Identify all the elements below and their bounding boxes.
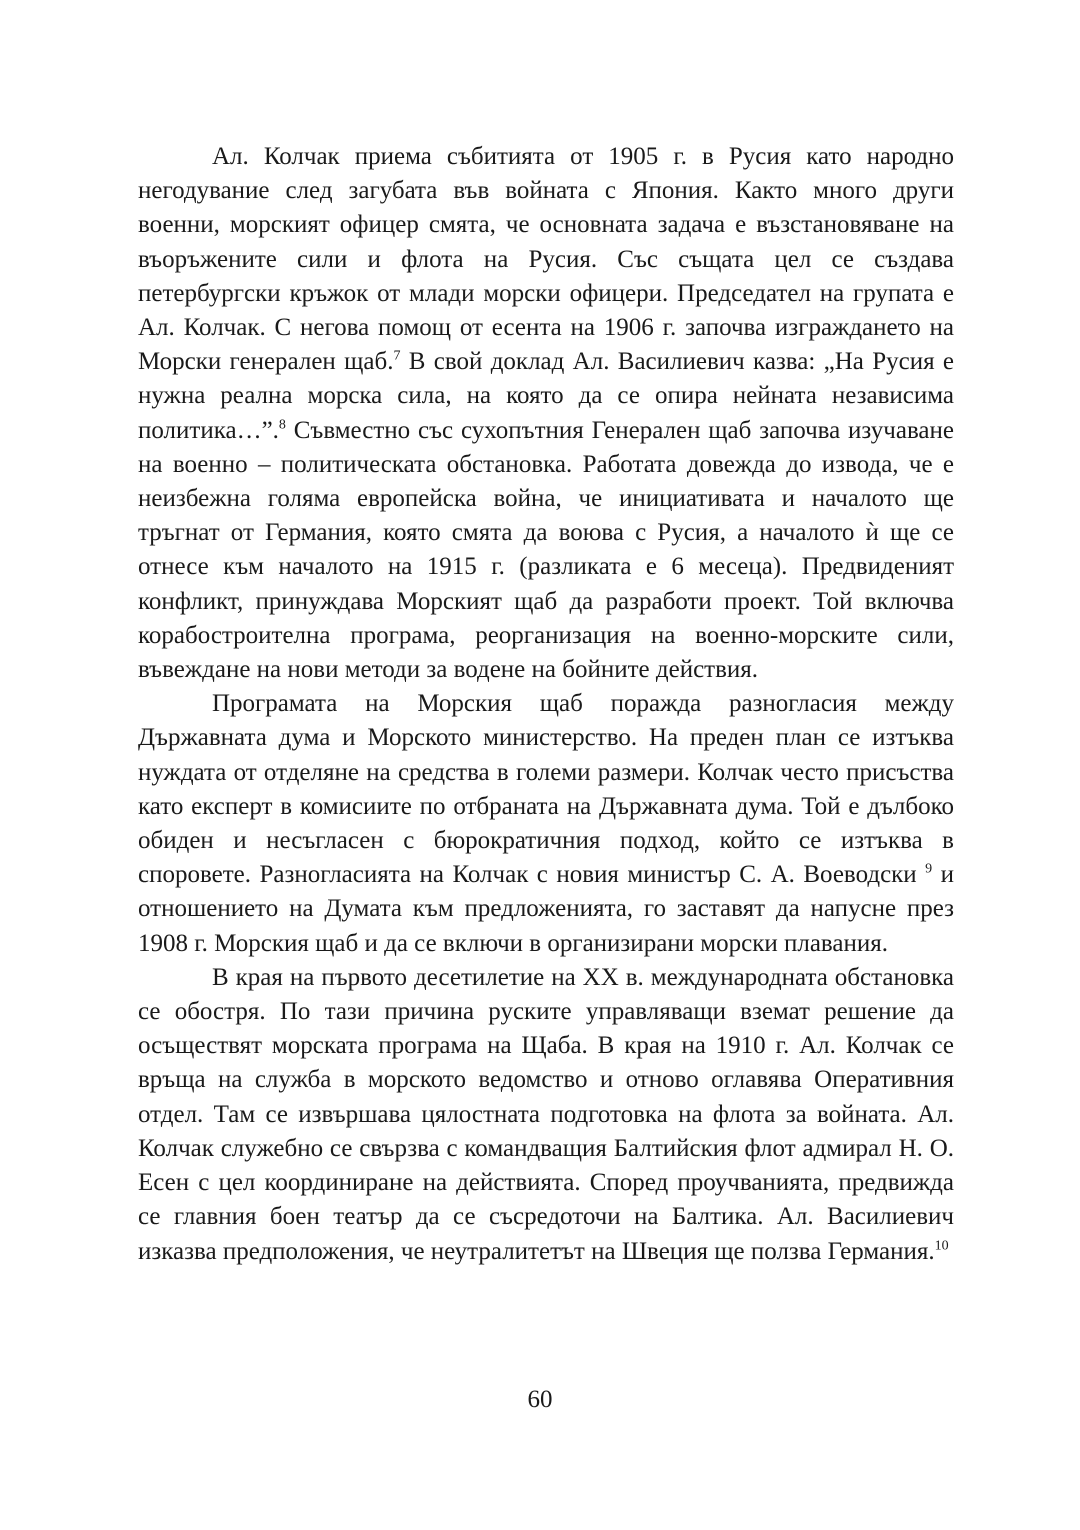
page-number: 60 [527, 1386, 553, 1413]
footnote-ref-7: 7 [393, 348, 401, 364]
paragraph-2-text-2: и отношението на Думата към предложенията, го заставят да напусне през 1908 г. Морския щаб и да се включи в организирани морски плавания. [138, 861, 954, 957]
paragraph-2-text-1: Програмата на Морския щаб поражда разногласия между Държавната дума и Морското министерство. На преден план се изтъква нуждата от отделяне на средства в големи размери. Колчак често присъства като експерт в комисиите по отбраната на Държавната дума. Той е дълбоко обиден и несъгласен с бюрократичния подход, който се изтъква в споровете. Разногласията на Колчак с новия министър С. А. Воеводски [138, 690, 954, 889]
footnote-ref-9: 9 [925, 861, 933, 877]
paragraph-1-text-1: Ал. Колчак приема събитията от 1905 г. в Русия като народно негодувание след загубата във войната с Япония. Както много други военни, морският офицер смята, че основната задача е възстановяване на въоръжените сили и флота на Русия. Със същата цел се създава петербургски кръжок от млади морски офицери. Председател на групата е Ал. Колчак. С негова помощ от есента на 1906 г. започва изграждането на Морски генерален щаб. [138, 143, 954, 376]
paragraph-2 [138, 687, 954, 961]
paragraph-1-text-2: В свой доклад Ал. Василиевич казва: „На Русия е нужна реална морска сила, на която да се опира нейната независима политика…”. [138, 348, 954, 444]
page-body [138, 140, 954, 1269]
footnote-ref-8: 8 [278, 417, 286, 433]
paragraph-3 [138, 961, 954, 1269]
paragraph-1 [138, 140, 954, 687]
paragraph-3-text-1: В края на първото десетилетие на ХХ в. международната обстановка се обостря. По тази причина руските управляващи вземат решение да осъществят морската програма на Щаба. В края на 1910 г. Ал. Колчак се връща на служба в морското ведомство и отново оглавява Оперативния отдел. Там се извършава цялостната подготовка на флота за войната. Ал. Колчак служебно се свързва с командващия Балтийския флот адмирал Н. О. Есен с цел координиране на действията. Според проучванията, предвижда се главния боен театър да се съсредоточи на Балтика. Ал. Василиевич изказва предположения, че неутралитетът на Швеция ще ползва Германия. [138, 963, 954, 1265]
paragraph-1-text-3: Съвместно със сухопътния Генерален щаб започва изучаване на военно – политическата обстановка. Работата довежда до извода, че е неизбежна голяма европейска война, че инициативата и началото ще тръгнат от Германия, която смята да воюва с Русия, а началото ѝ ще се отнесе към началото на 1915 г. (разликата е 6 месеца). Предвиденият конфликт, принуждава Морският щаб да разработи проект. Той включва корабостроителна програма, реорганизация на военно-морските сили, въвеждане на нови методи за водене на бойните действия. [138, 416, 954, 684]
footnote-ref-10: 10 [934, 1238, 949, 1254]
